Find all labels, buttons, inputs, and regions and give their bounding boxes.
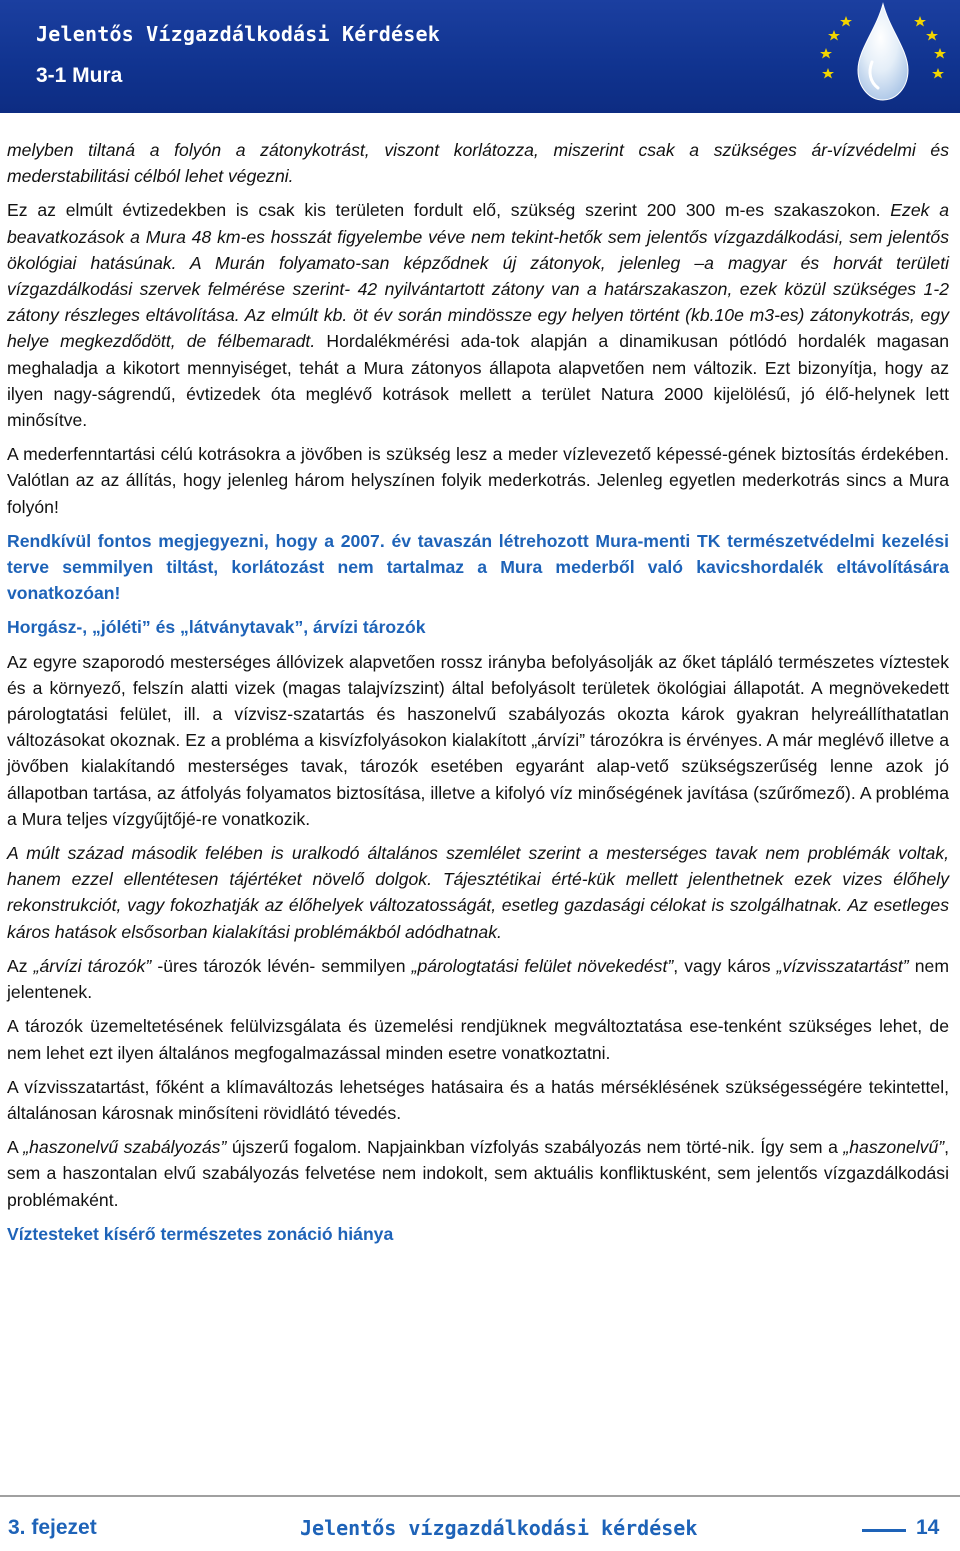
paragraph: Az egyre szaporodó mesterséges állóvizek alapvetően rossz irányba befolyásolják az őket tápláló természetes víztestek és a környező, felszín alatti vizek (magas talajvízszint) által befolyásolt területek ökológiai állapotát. A megnövekedett párologtatási felület, ill. a vízvisz-szatartás és haszonelvű szabályozás okozta károk gyakran helyreállíthatatlan változásokat okoznak. Ez a probléma a kisvízfolyásokon kialakított „árvízi” tározókra is érvényes. A már meglévő illetve a jövőben kialakítandó mesterséges tavak, tározók esetében egyaránt alap-vető szükségszerűség lenne azok jó állapotban tartása, az átfolyás folyamatos biztosítása, illetve a kifolyó víz minőségének javítása (szűrőmező). A probléma a Mura teljes vízgyűjtőjé-re vonatkozik. (7, 651, 949, 829)
text-run: , vagy káros (673, 955, 777, 976)
text-run: „vízvisszatartást” (776, 955, 909, 976)
text-run: „árvízi tározók” (33, 955, 152, 976)
text-run: „párologtatási felület növekedést” (411, 955, 674, 976)
footer-chapter: 3. fejezet (8, 1516, 97, 1539)
footer-divider (0, 1495, 960, 1497)
paragraph: A tározók üzemeltetésének felülvizsgálata és üzemelési rendjüknek megváltoztatása ese-tenként szükséges lehet, de nem lehet ezt ilyen általános megfogalmazással minden esetre vonatkoztatni. (7, 1016, 949, 1063)
footer-dash (862, 1529, 906, 1532)
paragraph-text: Ezek a beavatkozások a Mura 48 km-es hosszát figyelembe véve nem tekint-hetők sem jelentős vízgazdálkodási, sem jelentős ökológiai hatásúnak. A Murán folyamato-san képződnek új zátonyok, jelenleg –a magyar és horvát területi vízgazdálkodási szervek felmérése szerint- 42 nyilvántartott zátony van a határszakaszon, ezek közül szükséges 1-2 zátony részleges eltávolítása. Az elmúlt kb. öt év során mindössze egy helyen történt (kb.10e m3-es) zátonykotrás, egy helye megkezdődött, de félbemaradt. (7, 200, 949, 352)
page-header (0, 0, 960, 113)
eu-water-drop-logo-icon (806, 0, 960, 113)
paragraph (7, 197, 949, 433)
page-footer (8, 1516, 948, 1546)
highlight-paragraph: Rendkívül fontos megjegyezni, hogy a 2007. év tavaszán létrehozott Mura-menti TK természetvédelmi kezelési terve semmilyen tiltást, korlátozást nem tartalmaz a Mura mederből való kavicshordalék eltávolítására vonatkozóan! (7, 530, 949, 604)
footer-title: Jelentős vízgazdálkodási kérdések (300, 1516, 698, 1540)
text-run: nem jelentenek. (7, 955, 949, 1003)
paragraph: A vízvisszatartást, főként a klímaváltozás lehetséges hatásaira és a hatás mérséklésének szükségességére tekintettel, általánosan károsnak minősíteni rövidlátó tévedés. (7, 1076, 949, 1123)
text-run: A (7, 1137, 24, 1158)
paragraph-text: Ez az elmúlt évtizedekben is csak kis területen fordult elő, szükség szerint 200 300 m-es szakaszokon. (7, 200, 881, 221)
paragraph-text: Hordalékmérési ada-tok alapján a dinamikusan pótlódó hordalék magasan meghaladja a kikotort mennyiséget, tehát a Mura zátonyos állapota alapvetően nem változik. Ezt bizonyítja, hogy az ilyen nagy-ságrendű, évtizedek óta meglévő kotrások mellett a terület Natura 2000 kijelölésű, jó élő-helynek lett minősítve. (7, 331, 950, 431)
paragraph: A múlt század második felében is uralkodó általános szemlélet szerint a mesterséges tavak nem problémák voltak, hanem ezzel ellentétesen tájértéket növelő dolgok. Tájesztétikai érté-kük mellett jelenthetnek ezek vizes élőhely rekonstrukciót, vagy fokozhatják az élőhelyek változatosságát, esetleg gazdasági célokat is szolgálhatnak. Az esetleges káros hatások elsősorban kialakítási problémákból adódhatnak. (7, 843, 949, 942)
text-run: „haszonelvű szabályozás” (23, 1137, 227, 1158)
text-run: újszerű fogalom. Napjainkban vízfolyás szabályozás nem törté-nik. Így sem a (226, 1137, 844, 1158)
text-run: -üres tározók lévén- semmilyen (151, 955, 412, 976)
paragraph (7, 1134, 949, 1213)
paragraph (7, 137, 949, 189)
paragraph (7, 953, 949, 1005)
page-number: 14 (916, 1516, 940, 1539)
paragraph-text: melyben tiltaná a folyón a zátonykotrást, viszont korlátozza, miszerint csak a szükséges ár-vízvédelmi és mederstabilitási célból lehet végezni. (7, 140, 949, 187)
text-run: Az (7, 955, 34, 976)
section-heading: Horgász-, „jóléti” és „látványtavak”, árvízi tározók (7, 617, 426, 638)
text-run: , sem a haszontalan elvű szabályozás felvetése nem indokolt, sem aktuális konfliktusként, sem jelentős vízgazdálkodási problémaként. (7, 1137, 950, 1210)
header-subtitle: 3-1 Mura (36, 64, 123, 87)
header-title: Jelentős Vízgazdálkodási Kérdések (36, 22, 440, 46)
text-run: „haszonelvű” (843, 1137, 945, 1158)
section-heading: Víztesteket kísérő természetes zonáció hiánya (7, 1223, 394, 1244)
paragraph: A mederfenntartási célú kotrásokra a jövőben is szükség lesz a meder vízlevezető képessé-gének biztosítás érdekében. Valótlan az az állítás, hogy jelenleg három helyszínen folyik mederkotrás. Jelenleg egyetlen mederkotrás sincs a Mura folyón! (7, 444, 949, 517)
document-body (7, 137, 949, 1247)
